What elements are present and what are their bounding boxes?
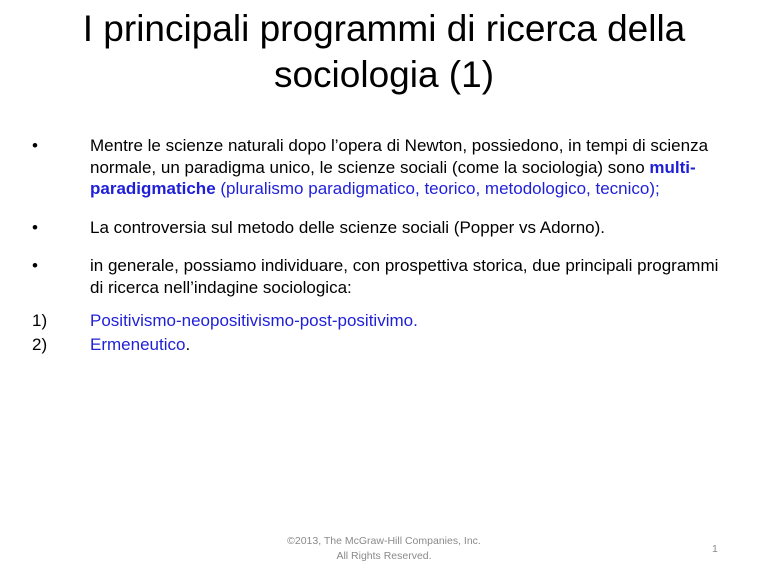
copyright-footer bbox=[234, 534, 534, 564]
bullet-marker: • bbox=[32, 136, 38, 155]
slide-title-line-2: sociologia (1) bbox=[273, 54, 495, 95]
bullet-text-pluralism: (pluralismo paradigmatico, teorico, metodologico, tecnico); bbox=[215, 179, 660, 198]
numbered-item-hermeneutic bbox=[32, 334, 732, 356]
bullet-marker: • bbox=[32, 256, 38, 275]
slide-number: 1 bbox=[712, 543, 718, 555]
bullet-marker: • bbox=[32, 217, 38, 237]
numbered-item-positivism bbox=[32, 310, 732, 332]
copyright-line-2: All Rights Reserved. bbox=[336, 550, 432, 562]
slide-title-line-1: I principali programmi di ricerca della bbox=[82, 8, 686, 49]
numbered-text-positivism: Positivismo-neopositivismo-post-positivimo. bbox=[90, 311, 418, 330]
bullet-text-programs: in generale, possiamo individuare, con prospettiva storica, due principali programmi di ricerca nell’indagine sociologica: bbox=[90, 256, 719, 297]
number-marker: 1) bbox=[32, 311, 48, 330]
bullet-item-controversy bbox=[32, 217, 732, 239]
bullet-text-controversy: La controversia sul metodo delle scienze sociali (Popper vs Adorno). bbox=[90, 217, 605, 237]
bullet-text-emphasis: multi-paradigmatiche bbox=[90, 157, 696, 198]
number-marker: 2) bbox=[32, 334, 48, 354]
numbered-text-hermeneutic: Ermeneutico bbox=[90, 334, 186, 354]
bullet-item-paradigms bbox=[32, 135, 732, 200]
numbered-suffix: . bbox=[185, 334, 191, 354]
bullet-text-intro: Mentre le scienze naturali dopo l’opera di Newton, possiedono, in tempi di scienza normale, un paradigma unico, le scienze sociali (come la sociologia) sono bbox=[90, 136, 709, 177]
slide-title bbox=[40, 6, 728, 98]
bullet-list bbox=[32, 135, 732, 355]
copyright-line-1: ©2013, The McGraw-Hill Companies, Inc. bbox=[287, 535, 481, 547]
bullet-item-programs bbox=[32, 255, 732, 298]
